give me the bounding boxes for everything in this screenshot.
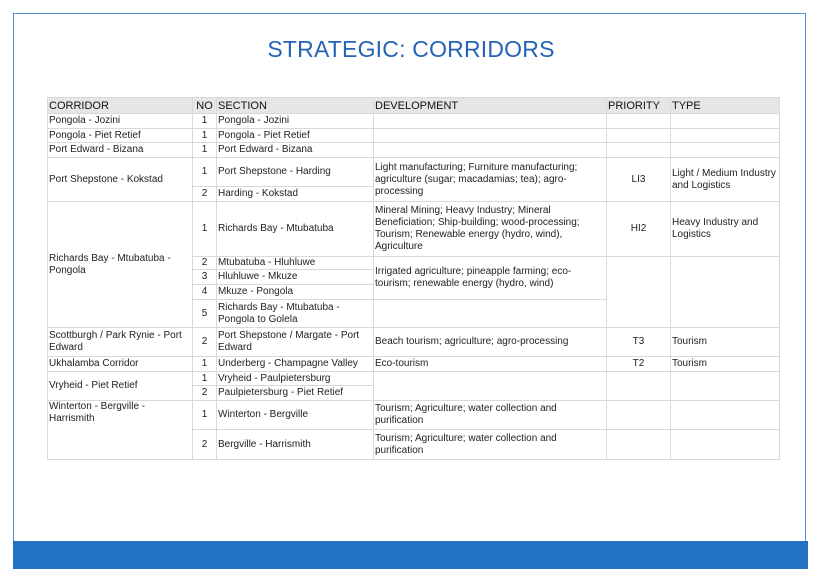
no-cell: 2 <box>193 386 217 401</box>
corridor-cell: Winterton - Bergville - Harrismith <box>48 401 193 460</box>
section-cell: Harding - Kokstad <box>217 187 374 202</box>
no-cell: 5 <box>193 300 217 328</box>
no-cell: 2 <box>193 430 217 460</box>
page-title: STRATEGIC: CORRIDORS <box>267 36 555 62</box>
type-cell <box>671 372 780 401</box>
type-cell <box>671 257 780 328</box>
header-no: NO <box>193 98 217 114</box>
no-cell: 3 <box>193 270 217 285</box>
header-priority: PRIORITY <box>607 98 671 114</box>
section-cell: Bergville - Harrismith <box>217 430 374 460</box>
table-row <box>48 202 780 257</box>
corridor-cell: Ukhalamba Corridor <box>48 357 193 372</box>
type-cell: Tourism <box>671 328 780 357</box>
development-cell: Tourism; Agriculture; water collection and purification <box>374 401 607 430</box>
priority-cell: T2 <box>607 357 671 372</box>
type-cell: Light / Medium Industry and Logistics <box>671 158 780 202</box>
table-row <box>48 372 780 386</box>
development-cell: Irrigated agriculture; pineapple farming; eco-tourism; renewable energy (hydro, wind) <box>374 257 607 300</box>
corridor-cell: Port Shepstone - Kokstad <box>48 158 193 202</box>
no-cell: 4 <box>193 285 217 300</box>
section-cell: Paulpietersburg - Piet Retief <box>217 386 374 401</box>
type-cell <box>671 430 780 460</box>
section-cell: Winterton - Bergville <box>217 401 374 430</box>
section-cell: Vryheid - Paulpietersburg <box>217 372 374 386</box>
no-cell: 1 <box>193 143 217 158</box>
development-cell: Tourism; Agriculture; water collection and purification <box>374 430 607 460</box>
corridor-cell: Scottburgh / Park Rynie - Port Edward <box>48 328 193 357</box>
table-row <box>48 328 780 357</box>
priority-cell <box>607 257 671 328</box>
development-cell <box>374 114 607 129</box>
corridor-cell: Richards Bay - Mtubatuba - Pongola <box>48 202 193 328</box>
section-cell: Port Shepstone - Harding <box>217 158 374 187</box>
section-cell: Richards Bay - Mtubatuba - Pongola to Golela <box>217 300 374 328</box>
table-row <box>48 401 780 430</box>
corridor-cell: Port Edward - Bizana <box>48 143 193 158</box>
no-cell: 1 <box>193 401 217 430</box>
no-cell: 1 <box>193 114 217 129</box>
development-cell <box>374 129 607 143</box>
type-cell <box>671 143 780 158</box>
type-cell <box>671 401 780 430</box>
development-cell: Mineral Mining; Heavy Industry; Mineral Beneficiation; Ship-building; wood-processing; Tourism; Renewable energy (hydro, wind), Agriculture <box>374 202 607 257</box>
development-cell: Eco-tourism <box>374 357 607 372</box>
section-cell: Pongola - Jozini <box>217 114 374 129</box>
table-row <box>48 143 780 158</box>
no-cell: 2 <box>193 187 217 202</box>
no-cell: 1 <box>193 202 217 257</box>
development-cell: Light manufacturing; Furniture manufacturing; agriculture (sugar; macadamias; tea); agro-processing <box>374 158 607 202</box>
priority-cell <box>607 143 671 158</box>
header-section: SECTION <box>217 98 374 114</box>
no-cell: 1 <box>193 357 217 372</box>
section-cell: Mtubatuba - Hluhluwe <box>217 257 374 270</box>
type-cell <box>671 129 780 143</box>
section-cell: Port Shepstone / Margate - Port Edward <box>217 328 374 357</box>
corridor-cell: Vryheid - Piet Retief <box>48 372 193 401</box>
priority-cell: HI2 <box>607 202 671 257</box>
development-cell <box>374 372 607 401</box>
priority-cell: T3 <box>607 328 671 357</box>
header-corridor: CORRIDOR <box>48 98 193 114</box>
development-cell <box>374 143 607 158</box>
development-cell <box>374 300 607 328</box>
section-cell: Underberg - Champagne Valley <box>217 357 374 372</box>
priority-cell <box>607 372 671 401</box>
type-cell: Tourism <box>671 357 780 372</box>
no-cell: 2 <box>193 328 217 357</box>
section-cell: Richards Bay - Mtubatuba <box>217 202 374 257</box>
table-header-row <box>48 98 780 114</box>
corridors-table <box>47 97 780 460</box>
header-development: DEVELOPMENT <box>374 98 607 114</box>
corridor-cell: Pongola - Jozini <box>48 114 193 129</box>
no-cell: 2 <box>193 257 217 270</box>
priority-cell: LI3 <box>607 158 671 202</box>
header-type: TYPE <box>671 98 780 114</box>
footer-bar <box>13 541 808 569</box>
section-cell: Port Edward - Bizana <box>217 143 374 158</box>
priority-cell <box>607 129 671 143</box>
development-cell: Beach tourism; agriculture; agro-processing <box>374 328 607 357</box>
type-cell <box>671 114 780 129</box>
table-row <box>48 114 780 129</box>
priority-cell <box>607 430 671 460</box>
no-cell: 1 <box>193 129 217 143</box>
table-row <box>48 357 780 372</box>
corridor-cell: Pongola - Piet Retief <box>48 129 193 143</box>
table-row <box>48 158 780 187</box>
section-cell: Pongola - Piet Retief <box>217 129 374 143</box>
section-cell: Hluhluwe - Mkuze <box>217 270 374 285</box>
table-row <box>48 129 780 143</box>
no-cell: 1 <box>193 372 217 386</box>
type-cell: Heavy Industry and Logistics <box>671 202 780 257</box>
priority-cell <box>607 114 671 129</box>
section-cell: Mkuze - Pongola <box>217 285 374 300</box>
no-cell: 1 <box>193 158 217 187</box>
priority-cell <box>607 401 671 430</box>
